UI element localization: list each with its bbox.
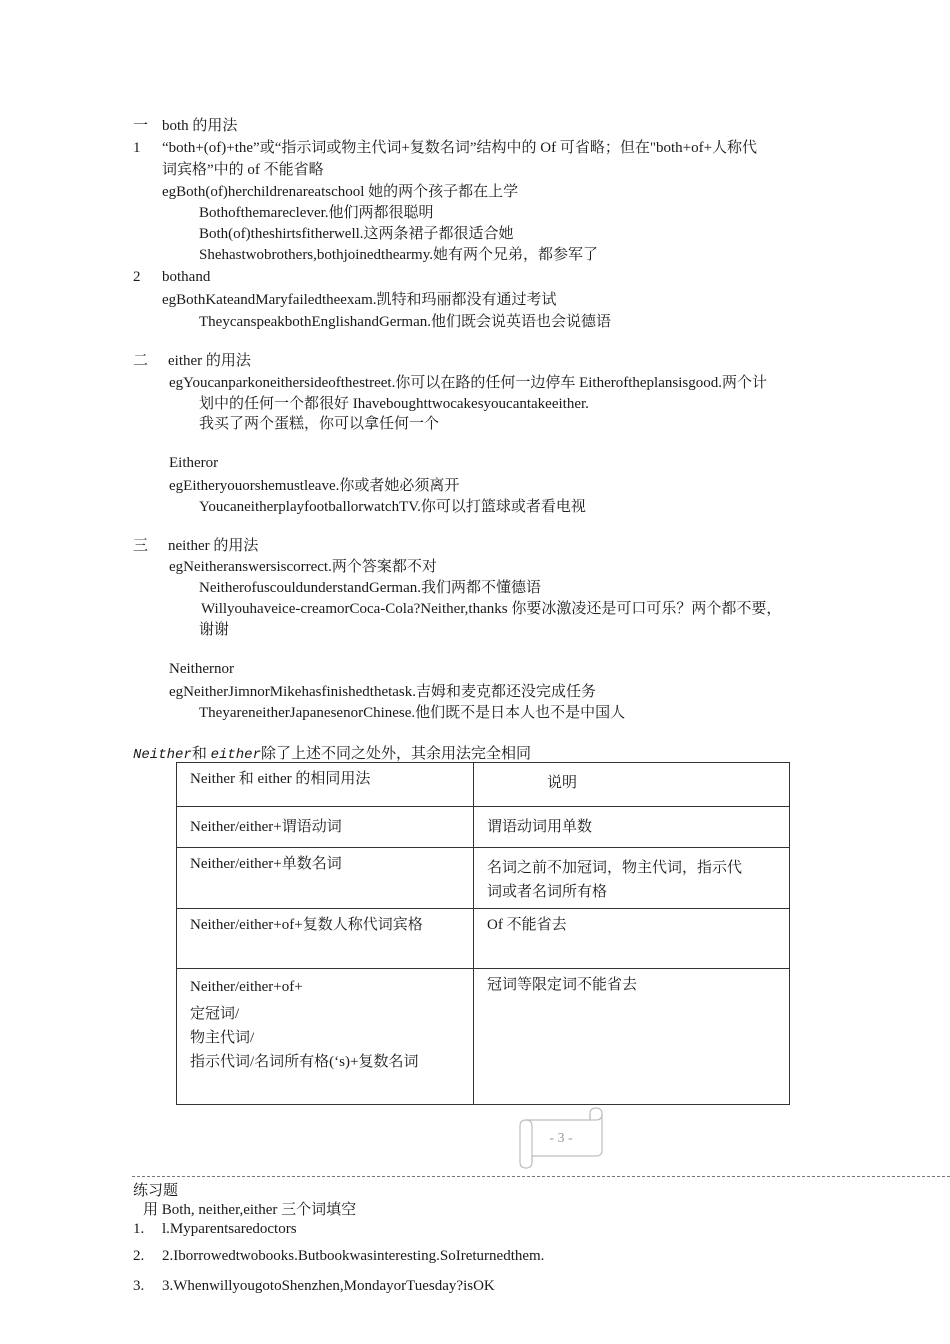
example-line: Bothofthemareclever.他们两都很聪明 bbox=[199, 205, 434, 221]
rule-number: 2 bbox=[133, 269, 141, 285]
note-word-either: either bbox=[210, 747, 261, 763]
table-row bbox=[177, 807, 790, 848]
cell-text: Neither/either+谓语动词 bbox=[190, 819, 342, 835]
table-header-cell bbox=[474, 763, 790, 807]
rule-number: 1 bbox=[133, 140, 141, 156]
table-row bbox=[177, 969, 790, 1105]
note-text: 和 bbox=[191, 746, 211, 762]
rule-text: “both+(of)+the”或“指示词或物主代词+复数名词”结构中的 Of 可省略；但在"both+of+人称代 bbox=[162, 140, 758, 156]
table-header-cell: Neither 和 either 的相同用法 bbox=[177, 763, 474, 807]
page-divider bbox=[132, 1176, 950, 1177]
example-line: Willyouhaveice-creamorCoca-Cola?Neither,thanks 你要冰激凌还是可口可乐？两个都不要， bbox=[201, 601, 782, 617]
exercise-item-number: 2. bbox=[133, 1248, 145, 1264]
cell-text: Neither/either+单数名词 bbox=[190, 856, 342, 872]
example-line: egYoucanparkoneithersideofthestreet.你可以在路的任何一边停车 Eitheroftheplansisgood.两个计 bbox=[169, 375, 767, 391]
example-line: TheycanspeakbothEnglishandGerman.他们既会说英语也会说德语 bbox=[199, 314, 612, 330]
page-number: - 3 - bbox=[549, 1131, 573, 1146]
usage-table bbox=[176, 762, 790, 1105]
exercise-item-number: 1. bbox=[133, 1221, 145, 1237]
rule-text: 词宾格”中的 of 不能省略 bbox=[162, 162, 324, 178]
table-cell bbox=[474, 848, 790, 909]
example-line: NeitherofuscouldunderstandGerman.我们两都不懂德语 bbox=[199, 580, 542, 596]
section-title: neither 的用法 bbox=[168, 538, 259, 554]
cell-text: Of 不能省去 bbox=[487, 917, 567, 933]
example-line: Shehastwobrothers,bothjoinedthearmy.她有两个兄弟，都参军了 bbox=[199, 247, 598, 263]
example-line: egBothKateandMaryfailedtheexam.凯特和玛丽都没有通过考试 bbox=[162, 292, 557, 308]
example-line: egNeitheranswersiscorrect.两个答案都不对 bbox=[169, 559, 437, 575]
section-title: either 的用法 bbox=[168, 353, 251, 369]
section-number: 一 bbox=[133, 118, 149, 134]
table-cell bbox=[474, 909, 790, 969]
example-line: egEitheryouorshemustleave.你或者她必须离开 bbox=[169, 478, 460, 494]
exercise-item: 2.Iborrowedtwobooks.Butbookwasinteresting.SoIreturnedthem. bbox=[162, 1248, 545, 1264]
note-word-neither: Neither bbox=[133, 747, 192, 763]
exercise-title: 练习题 bbox=[133, 1183, 179, 1199]
rule-title: bothand bbox=[162, 269, 211, 285]
example-line: 谢谢 bbox=[199, 622, 230, 638]
table-row bbox=[177, 848, 790, 909]
cell-text: Neither/either+of+复数人称代词宾格 bbox=[190, 917, 423, 933]
cell-text: 定冠词/ bbox=[190, 1006, 240, 1022]
table-cell bbox=[474, 969, 790, 1105]
example-line: egNeitherJimnorMikehasfinishedthetask.吉姆和麦克都还没完成任务 bbox=[169, 684, 597, 700]
table-cell bbox=[177, 909, 474, 969]
cell-text: 冠词等限定词不能省去 bbox=[487, 977, 638, 993]
note-text: 除了上述不同之处外，其余用法完全相同 bbox=[261, 746, 532, 762]
cell-text: 名词之前不加冠词，物主代词，指示代 bbox=[487, 860, 743, 876]
section-number: 三 bbox=[133, 538, 149, 554]
example-line: 我买了两个蛋糕，你可以拿任何一个 bbox=[199, 416, 440, 432]
example-line: Both(of)theshirtsfitherwell.这两条裙子都很适合她 bbox=[199, 226, 514, 242]
exercise-instruction: 用 Both, neither,either 三个词填空 bbox=[143, 1202, 357, 1218]
example-line: TheyareneitherJapanesenorChinese.他们既不是日本人也不是中国人 bbox=[199, 705, 626, 721]
cell-text: 谓语动词用单数 bbox=[487, 819, 593, 835]
example-line: egBoth(of)herchildrenareatschool 她的两个孩子都在上学 bbox=[162, 184, 519, 200]
table-row bbox=[177, 909, 790, 969]
subsection-title: Neithernor bbox=[169, 661, 234, 677]
table-cell bbox=[177, 848, 474, 909]
cell-text: 词或者名词所有格 bbox=[487, 884, 608, 900]
cell-text: 指示代词/名词所有格(‘s)+复数名词 bbox=[190, 1054, 419, 1070]
table-header-row bbox=[177, 763, 790, 807]
example-line: 划中的任何一个都很好 Ihaveboughttwocakesyoucantakeeither. bbox=[199, 396, 589, 412]
example-line: YoucaneitherplayfootballorwatchTV.你可以打篮球或者看电视 bbox=[199, 499, 586, 515]
table-cell bbox=[474, 807, 790, 848]
exercise-item-number: 3. bbox=[133, 1278, 145, 1294]
table-cell bbox=[177, 807, 474, 848]
section-title: both 的用法 bbox=[162, 118, 238, 134]
exercise-item: 3.WhenwillyougotoShenzhen,MondayorTuesday?isOK bbox=[162, 1278, 495, 1294]
header-explanation: 说明 bbox=[547, 775, 578, 791]
cell-text: Neither/either+of+ bbox=[190, 979, 303, 995]
section-number: 二 bbox=[133, 353, 149, 369]
subsection-title: Eitheror bbox=[169, 455, 219, 471]
exercise-item: l.Myparentsaredoctors bbox=[162, 1221, 297, 1237]
cell-text: 物主代词/ bbox=[190, 1030, 255, 1046]
table-cell bbox=[177, 969, 474, 1105]
